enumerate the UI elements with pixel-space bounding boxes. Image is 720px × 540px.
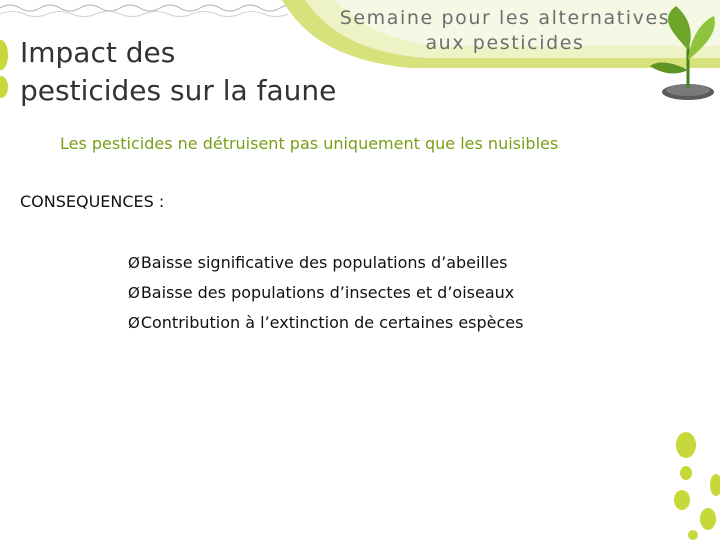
list-item [128,278,523,308]
decorative-dot [674,490,690,510]
bullet-text: Baisse des populations d’insectes et d’oiseaux [140,283,515,302]
decorative-dot [710,474,720,496]
list-item [128,248,523,278]
list-item [128,308,523,338]
slide-title [20,34,420,110]
decorative-dot [688,530,698,540]
arrow-bullet-icon: Ø [128,314,140,332]
slide-subtitle: Les pesticides ne détruisent pas uniquement que les nuisibles [60,134,559,153]
arrow-bullet-icon: Ø [128,254,140,272]
section-label: CONSEQUENCES : [20,192,165,211]
arrow-bullet-icon: Ø [128,284,140,302]
bullet-text: Baisse significative des populations d’abeilles [140,253,508,272]
bullet-text: Contribution à l’extinction de certaines espèces [140,313,524,332]
title-line-1: Impact des [20,36,176,69]
banner-line-1: Semaine pour les alternatives [339,7,671,29]
bullet-list [128,248,523,338]
decorative-dot [700,508,716,530]
banner-line-2: aux pesticides [425,32,585,54]
decorative-dot [676,432,696,458]
title-line-2: pesticides sur la faune [20,74,337,107]
decorative-dot [680,466,692,480]
